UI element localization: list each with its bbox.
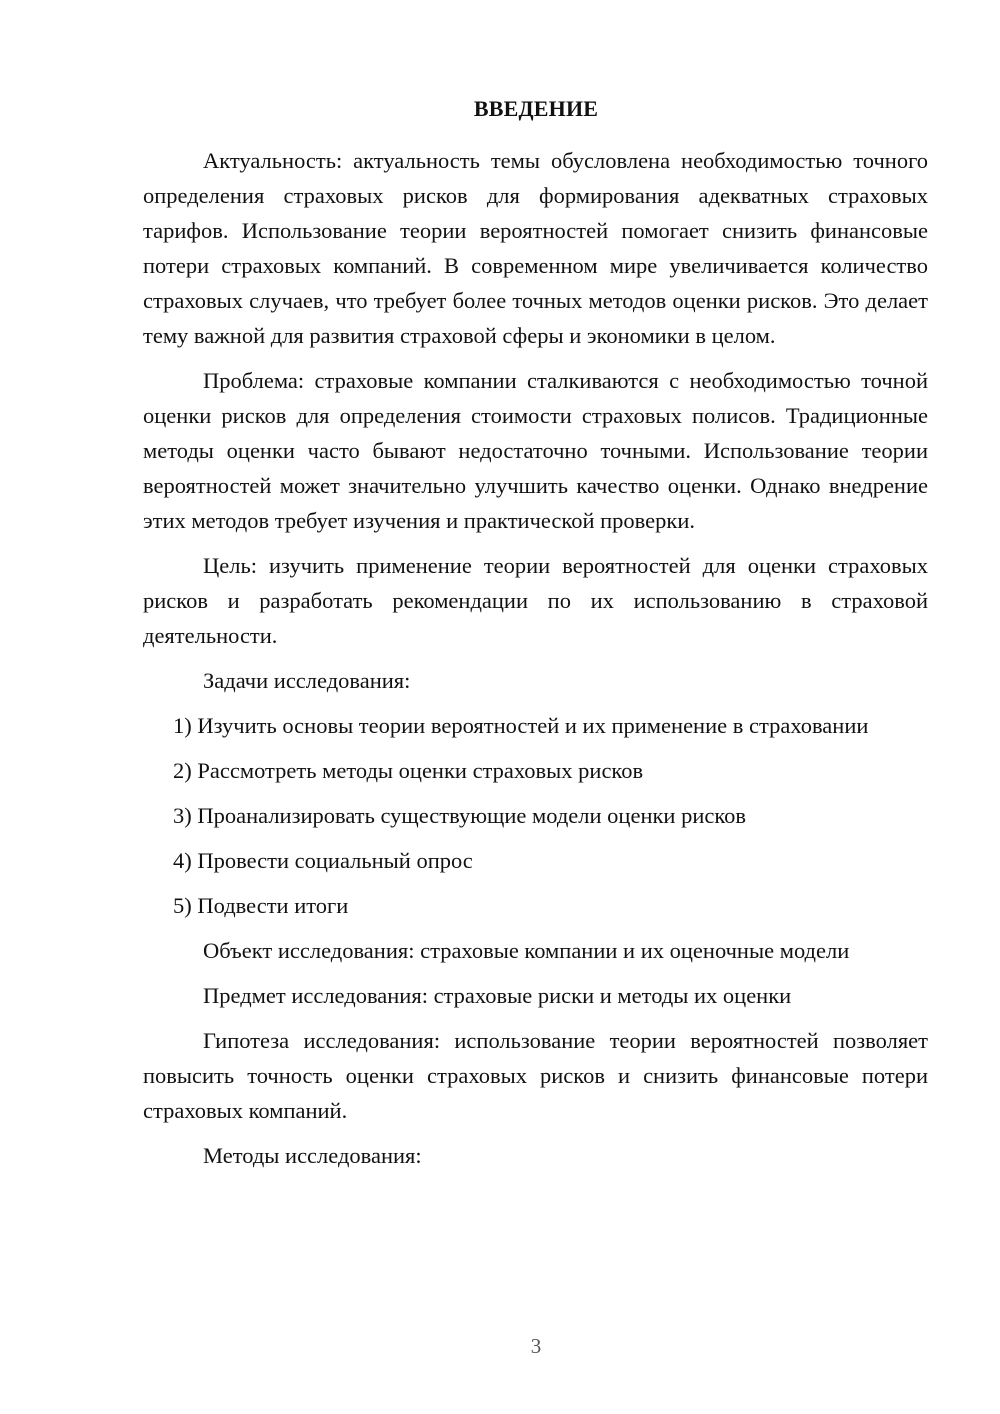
paragraph-problem: Проблема: страховые компании сталкиваются с необходимостью точной оценки рисков для определения стоимости страховых полисов. Традиционные методы оценки часто бывают недостаточно точными. Использование теории вероятностей может значительно улучшить качество оценки. Однако внедрение этих методов требует изучения и практической проверки. <box>143 368 928 533</box>
paragraph-object: Объект исследования: страховые компании и их оценочные модели <box>203 938 850 963</box>
task-item: 4) Провести социальный опрос <box>173 848 473 873</box>
task-item: 1) Изучить основы теории вероятностей и их применение в страховании <box>173 713 869 738</box>
tasks-heading: Задачи исследования: <box>203 668 411 693</box>
paragraph-goal: Цель: изучить применение теории вероятностей для оценки страховых рисков и разработать рекомендации по их использованию в страховой деятельности. <box>143 553 928 648</box>
paragraph-subject: Предмет исследования: страховые риски и методы их оценки <box>203 983 792 1008</box>
page-number: 3 <box>530 1334 542 1358</box>
paragraph-relevance: Актуальность: актуальность темы обусловлена необходимостью точного определения страховых рисков для формирования адекватных страховых тарифов. Использование теории вероятностей помогает снизить финансовые потери страховых компаний. В современном мире увеличивается количество страховых случаев, что требует более точных методов оценки рисков. Это делает тему важной для развития страховой сферы и экономики в целом. <box>143 148 928 348</box>
task-item: 3) Проанализировать существующие модели оценки рисков <box>173 803 747 828</box>
task-item: 2) Рассмотреть методы оценки страховых рисков <box>173 758 644 783</box>
methods-heading: Методы исследования: <box>203 1143 422 1168</box>
section-title: ВВЕДЕНИЕ <box>473 96 599 121</box>
paragraph-hypothesis: Гипотеза исследования: использование теории вероятностей позволяет повысить точность оценки страховых рисков и снизить финансовые потери страховых компаний. <box>143 1028 928 1123</box>
task-item: 5) Подвести итоги <box>173 893 349 918</box>
document-body <box>143 143 928 1173</box>
